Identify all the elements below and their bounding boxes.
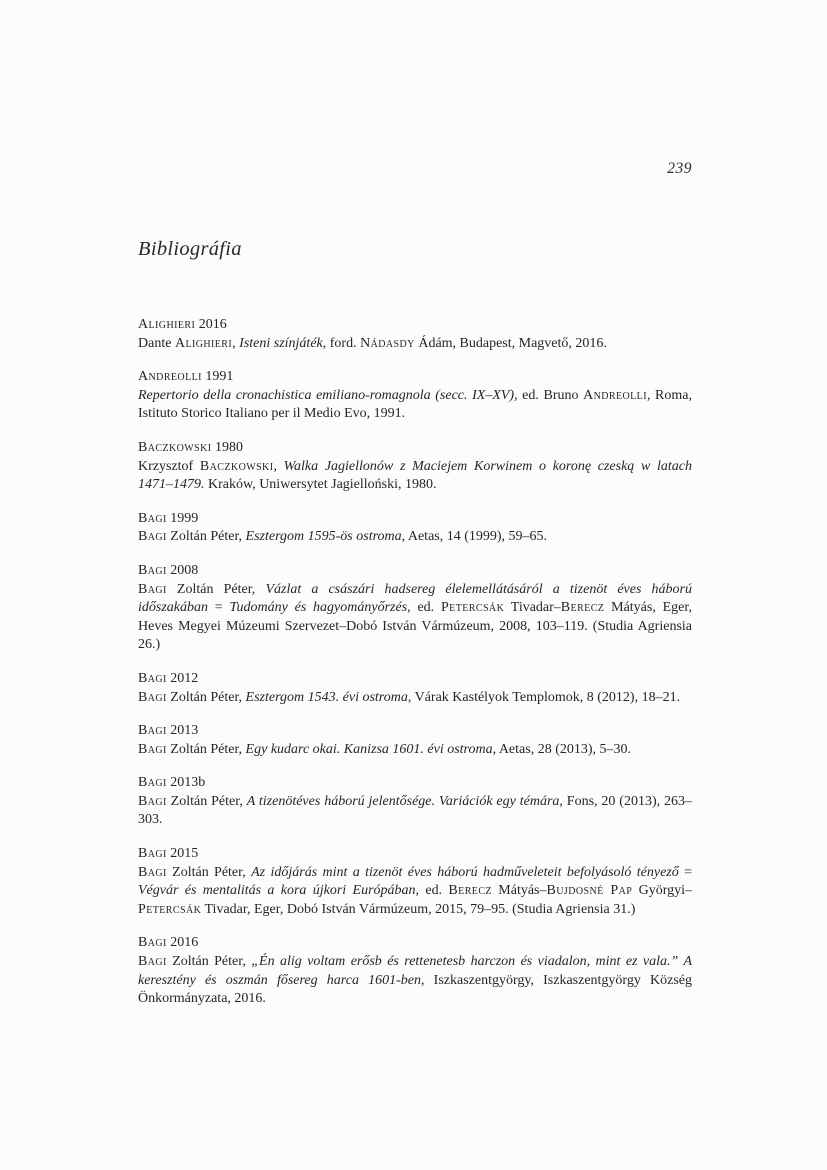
text-segment: 1980 — [211, 439, 244, 455]
entry-label — [138, 722, 692, 741]
title-segment: Végvár és mentalitás a kora újkori Európában — [138, 883, 416, 899]
text-segment: Kraków, Uniwersytet Jagielloński, 1980. — [204, 477, 437, 493]
bibliography-list — [138, 316, 692, 1024]
title-segment: Isteni színjáték — [239, 335, 323, 351]
entry-body — [138, 458, 692, 495]
name-segment: Alighieri — [174, 335, 233, 351]
text-segment: Mátyás, Eger, Heves Megyei Múzeumi Szervezet–Dobó István Vármúzeum, 2008, 103–119. (Studia Agriensia 26.) — [138, 600, 692, 653]
text-segment: Zoltán Péter, — [166, 793, 247, 809]
entry-label — [138, 670, 692, 689]
title-segment: Tudomány és hagyományőrzés — [229, 600, 408, 616]
title-segment: Vázlat a császári hadsereg élelemellátásáról a tizenöt éves háború időszakában — [138, 581, 692, 616]
entry-body — [138, 581, 692, 655]
text-segment: Dante — [138, 335, 175, 351]
page-number: 239 — [667, 160, 692, 177]
text-segment: , — [273, 458, 284, 474]
name-segment: Berecz — [560, 600, 605, 616]
text-segment: , — [232, 335, 240, 351]
bibliography-entry — [138, 774, 692, 830]
title-segment: Walka Jagiellonów z Maciejem Korwinem o koronę czeską w latach 1471–1479. — [138, 458, 693, 493]
entry-body — [138, 689, 692, 708]
text-segment: 2012 — [166, 670, 199, 686]
entry-label — [138, 510, 692, 529]
name-segment: Nádasdy — [360, 335, 415, 351]
text-segment: Zoltán Péter, — [166, 954, 252, 970]
name-segment: Andreolli — [583, 387, 647, 403]
name-segment: Alighieri — [138, 317, 196, 332]
name-segment: Bagi — [138, 935, 167, 951]
entry-label — [138, 845, 692, 864]
name-segment: Bujdosné Pap — [546, 883, 633, 899]
text-segment: 2015 — [166, 846, 199, 862]
text-segment: Ádám, Budapest, Magvető, 2016. — [414, 335, 607, 351]
name-segment: Petercsák — [138, 901, 202, 917]
entry-body — [138, 953, 692, 1009]
name-segment: Bagi — [138, 864, 167, 880]
text-segment: 2016 — [166, 935, 199, 951]
entry-label — [138, 562, 692, 581]
name-segment: Andreolli — [138, 369, 202, 385]
entry-label — [138, 368, 692, 387]
text-segment: Mátyás– — [491, 883, 547, 899]
text-segment: 2013 — [166, 723, 199, 739]
text-segment: 2008 — [166, 562, 199, 578]
title-segment: Esztergom 1543. évi ostroma — [245, 689, 408, 705]
title-segment: „Én alig voltam erősb és rettenetesb harczon és viadalon, mint ez vala.” A keresztény és oszmán fősereg harca 1601-ben — [138, 954, 692, 988]
bibliography-entry — [138, 722, 692, 759]
name-segment: Bagi — [138, 793, 167, 809]
text-segment: 1999 — [166, 510, 199, 526]
title-segment: Az időjárás mint a tizenöt éves háború hadműveleteit befolyásoló tényező — [251, 864, 679, 880]
name-segment: Bagi — [138, 529, 167, 545]
entry-body — [138, 335, 692, 354]
title-segment: Repertorio della cronachistica emiliano-romagnola (secc. IX–XV) — [138, 387, 515, 403]
bibliography-entry — [138, 510, 692, 547]
text-segment: Krzysztof — [138, 458, 200, 474]
name-segment: Bagi — [138, 670, 167, 686]
text-segment: 2016 — [195, 317, 227, 332]
entry-body — [138, 741, 692, 760]
name-segment: Bagi — [138, 581, 167, 597]
name-segment: Bagi — [138, 723, 167, 739]
title-segment: A tizenötéves háború jelentősége. Variációk egy témára — [246, 793, 560, 809]
text-segment: 1991 — [201, 369, 234, 385]
bibliography-entry — [138, 934, 692, 1008]
entry-label — [138, 934, 692, 953]
bibliography-entry — [138, 316, 692, 353]
name-segment: Petercsák — [440, 600, 505, 616]
name-segment: Baczkowski — [199, 458, 274, 474]
name-segment: Bagi — [138, 741, 167, 757]
text-segment: Tivadar– — [504, 600, 561, 616]
entry-body — [138, 793, 692, 830]
text-segment: = — [208, 600, 230, 616]
name-segment: Berecz — [448, 883, 492, 899]
name-segment: Baczkowski — [138, 439, 212, 455]
text-segment: Zoltán Péter, — [166, 581, 266, 597]
name-segment: Bagi — [138, 775, 167, 791]
text-segment: Zoltán Péter, — [166, 689, 246, 705]
name-segment: Bagi — [138, 846, 167, 862]
text-segment: , Fons, 20 (2013), 263–303. — [138, 793, 693, 828]
entry-body — [138, 528, 692, 547]
text-segment: , Iszkaszentgyörgy, Iszkaszentgyörgy Község Önkormányzata, 2016. — [138, 972, 692, 1007]
title-segment: Esztergom 1595-ös ostroma — [245, 529, 402, 545]
text-segment: Zoltán Péter, — [166, 529, 246, 545]
bibliography-entry — [138, 562, 692, 655]
page-title: Bibliográfia — [138, 238, 242, 260]
text-segment: , Roma, Istituto Storico Italiano per il Medio Evo, 1991. — [138, 387, 692, 422]
name-segment: Bagi — [138, 954, 167, 970]
bibliography-entry — [138, 368, 692, 424]
text-segment: , Aetas, 28 (2013), 5–30. — [492, 741, 632, 757]
entry-body — [138, 864, 692, 920]
title-segment: Egy kudarc okai. Kanizsa 1601. évi ostroma — [245, 741, 493, 757]
text-segment: = — [678, 864, 693, 880]
text-segment: , Aetas, 14 (1999), 59–65. — [401, 529, 548, 545]
bibliography-entry — [138, 439, 692, 495]
text-segment: , ed. Bruno — [514, 387, 584, 403]
text-segment: Györgyi– — [632, 883, 692, 899]
bibliography-entry — [138, 845, 692, 919]
text-segment: , ford. — [322, 335, 361, 351]
text-segment: , Várak Kastélyok Templomok, 8 (2012), 18–21. — [407, 689, 681, 705]
entry-body — [138, 387, 692, 424]
bibliography-entry — [138, 670, 692, 707]
entry-label — [138, 774, 692, 793]
name-segment: Bagi — [138, 562, 167, 578]
text-segment: Zoltán Péter, — [166, 741, 246, 757]
text-segment: Zoltán Péter, — [166, 864, 252, 880]
text-segment: Tivadar, Eger, Dobó István Vármúzeum, 2015, 79–95. (Studia Agriensia 31.) — [201, 901, 636, 917]
text-segment: , ed. — [407, 600, 441, 616]
name-segment: Bagi — [138, 689, 167, 705]
entry-label — [138, 316, 692, 335]
name-segment: Bagi — [138, 510, 167, 526]
text-segment: , ed. — [415, 883, 449, 899]
text-segment: 2013b — [166, 775, 206, 791]
entry-label — [138, 439, 692, 458]
